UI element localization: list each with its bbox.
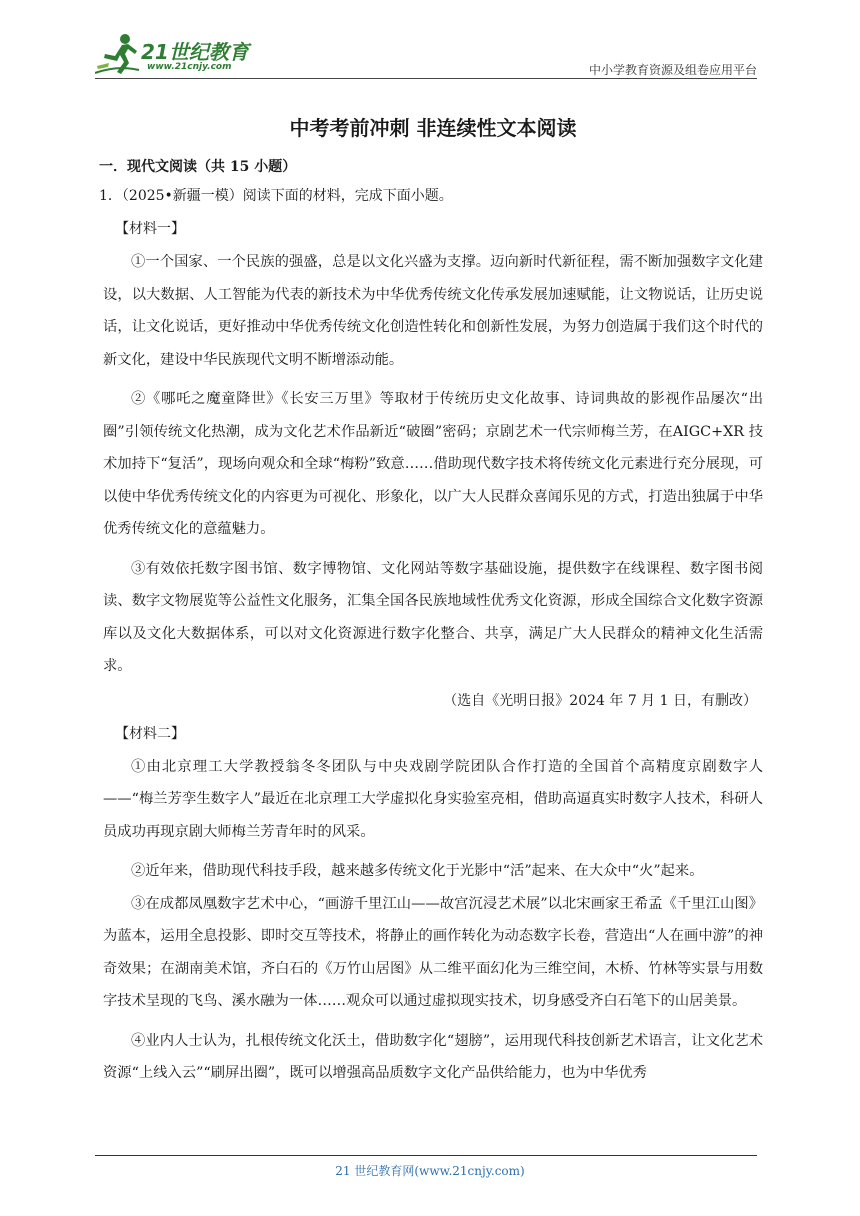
material-one-paragraph-1: ①一个国家、一个民族的强盛，总是以文化兴盛为支撑。迈向新时代新征程，需不断加强数字文化建设，以大数据、人工智能为代表的新技术为中华优秀传统文化传承发展加速赋能，让文物说话，让历史说话，让文化说话，更好推动中华优秀传统文化创造性转化和创新性发展，为努力创造属于我们这个时代的新文化，建设中华民族现代文明不断增添动能。: [103, 254, 763, 368]
material-one-paragraph-3: ③有效依托数字图书馆、数字博物馆、文化网站等数字基础设施，提供数字在线课程、数字图书阅读、数字文物展览等公益性文化服务，汇集全国各民族地域性优秀文化资源，形成全国综合文化数字资源库以及文化大数据体系，可以对文化资源进行数字化整合、共享，满足广大人民群众的精神文化生活需求。: [103, 560, 763, 674]
question-stem: 1．（2025•新疆一模）阅读下面的材料，完成下面小题。: [99, 188, 453, 204]
material-one-source: （选自《光明日报》2024 年 7 月 1 日，有删改）: [443, 692, 757, 709]
material-one-paragraph-2: ②《哪吒之魔童降世》《长安三万里》等取材于传统历史文化故事、诗词典故的影视作品屡次“出圈”引领传统文化热潮，成为文化艺术作品新近“破圈”密码；京剧艺术一代宗师梅兰芳，在AIGC+XR 技术加持下“复活”，现场向观众和全球“梅粉”致意……借助现代数字技术将传统文化元素进行充分展现，可以使中华优秀传统文化的内容更为可视化、形象化，以广大人民群众喜闻乐见的方式，打造出独属于中华优秀传统文化的意蕴魅力。: [103, 391, 763, 537]
material-one-label: 【材料一】: [115, 221, 185, 237]
document-title: 中考考前冲刺 非连续性文本阅读: [289, 116, 577, 140]
page-header: [0, 0, 860, 86]
footer-link[interactable]: 21 世纪教育网(www.21cnjy.com): [335, 1164, 525, 1178]
material-two-paragraph-1: ①由北京理工大学教授翁冬冬团队与中央戏剧学院团队合作打造的全国首个高精度京剧数字人——“梅兰芳孪生数字人”最近在北京理工大学虚拟化身实验室亮相，借助高逼真实时数字人技术，科研人员成功再现京剧大师梅兰芳青年时的风采。: [103, 758, 763, 840]
material-two-label: 【材料二】: [115, 725, 185, 742]
material-two-paragraph-2: ②近年来，借助现代科技手段，越来越多传统文化于光影中“活”起来、在大众中“火”起来。: [131, 863, 704, 879]
runner-logo-icon: [95, 32, 141, 76]
footer-divider: [95, 1155, 757, 1156]
header-divider: [95, 78, 757, 79]
logo-url: www.21cnjy.com: [147, 62, 232, 72]
platform-name: 中小学教育资源及组卷应用平台: [588, 63, 757, 77]
logo-text: 21世纪教育: [141, 40, 249, 64]
material-two-paragraph-4: ④业内人士认为，扎根传统文化沃土，借助数字化“翅膀”，运用现代科技创新艺术语言，让文化艺术资源“上线入云”“刷屏出圈”，既可以增强高品质数字文化产品供给能力，也为中华优秀: [103, 1032, 763, 1081]
site-logo[interactable]: [95, 32, 260, 78]
material-two-paragraph-3: ③在成都凤凰数字艺术中心，“画游千里江山——故宫沉浸艺术展”以北宋画家王希孟《千里江山图》为蓝本，运用全息投影、即时交互等技术，将静止的画作转化为动态数字长卷，营造出“人在画中游”的神奇效果；在湖南美术馆，齐白石的《万竹山居图》从二维平面幻化为三维空间，木桥、竹林等实景与用数字技术呈现的飞鸟、溪水融为一体……观众可以通过虚拟现实技术，切身感受齐白石笔下的山居美景。: [103, 895, 763, 1009]
document-body: [99, 100, 763, 1090]
section-heading: 一．现代文阅读（共 15 小题）: [99, 159, 297, 175]
